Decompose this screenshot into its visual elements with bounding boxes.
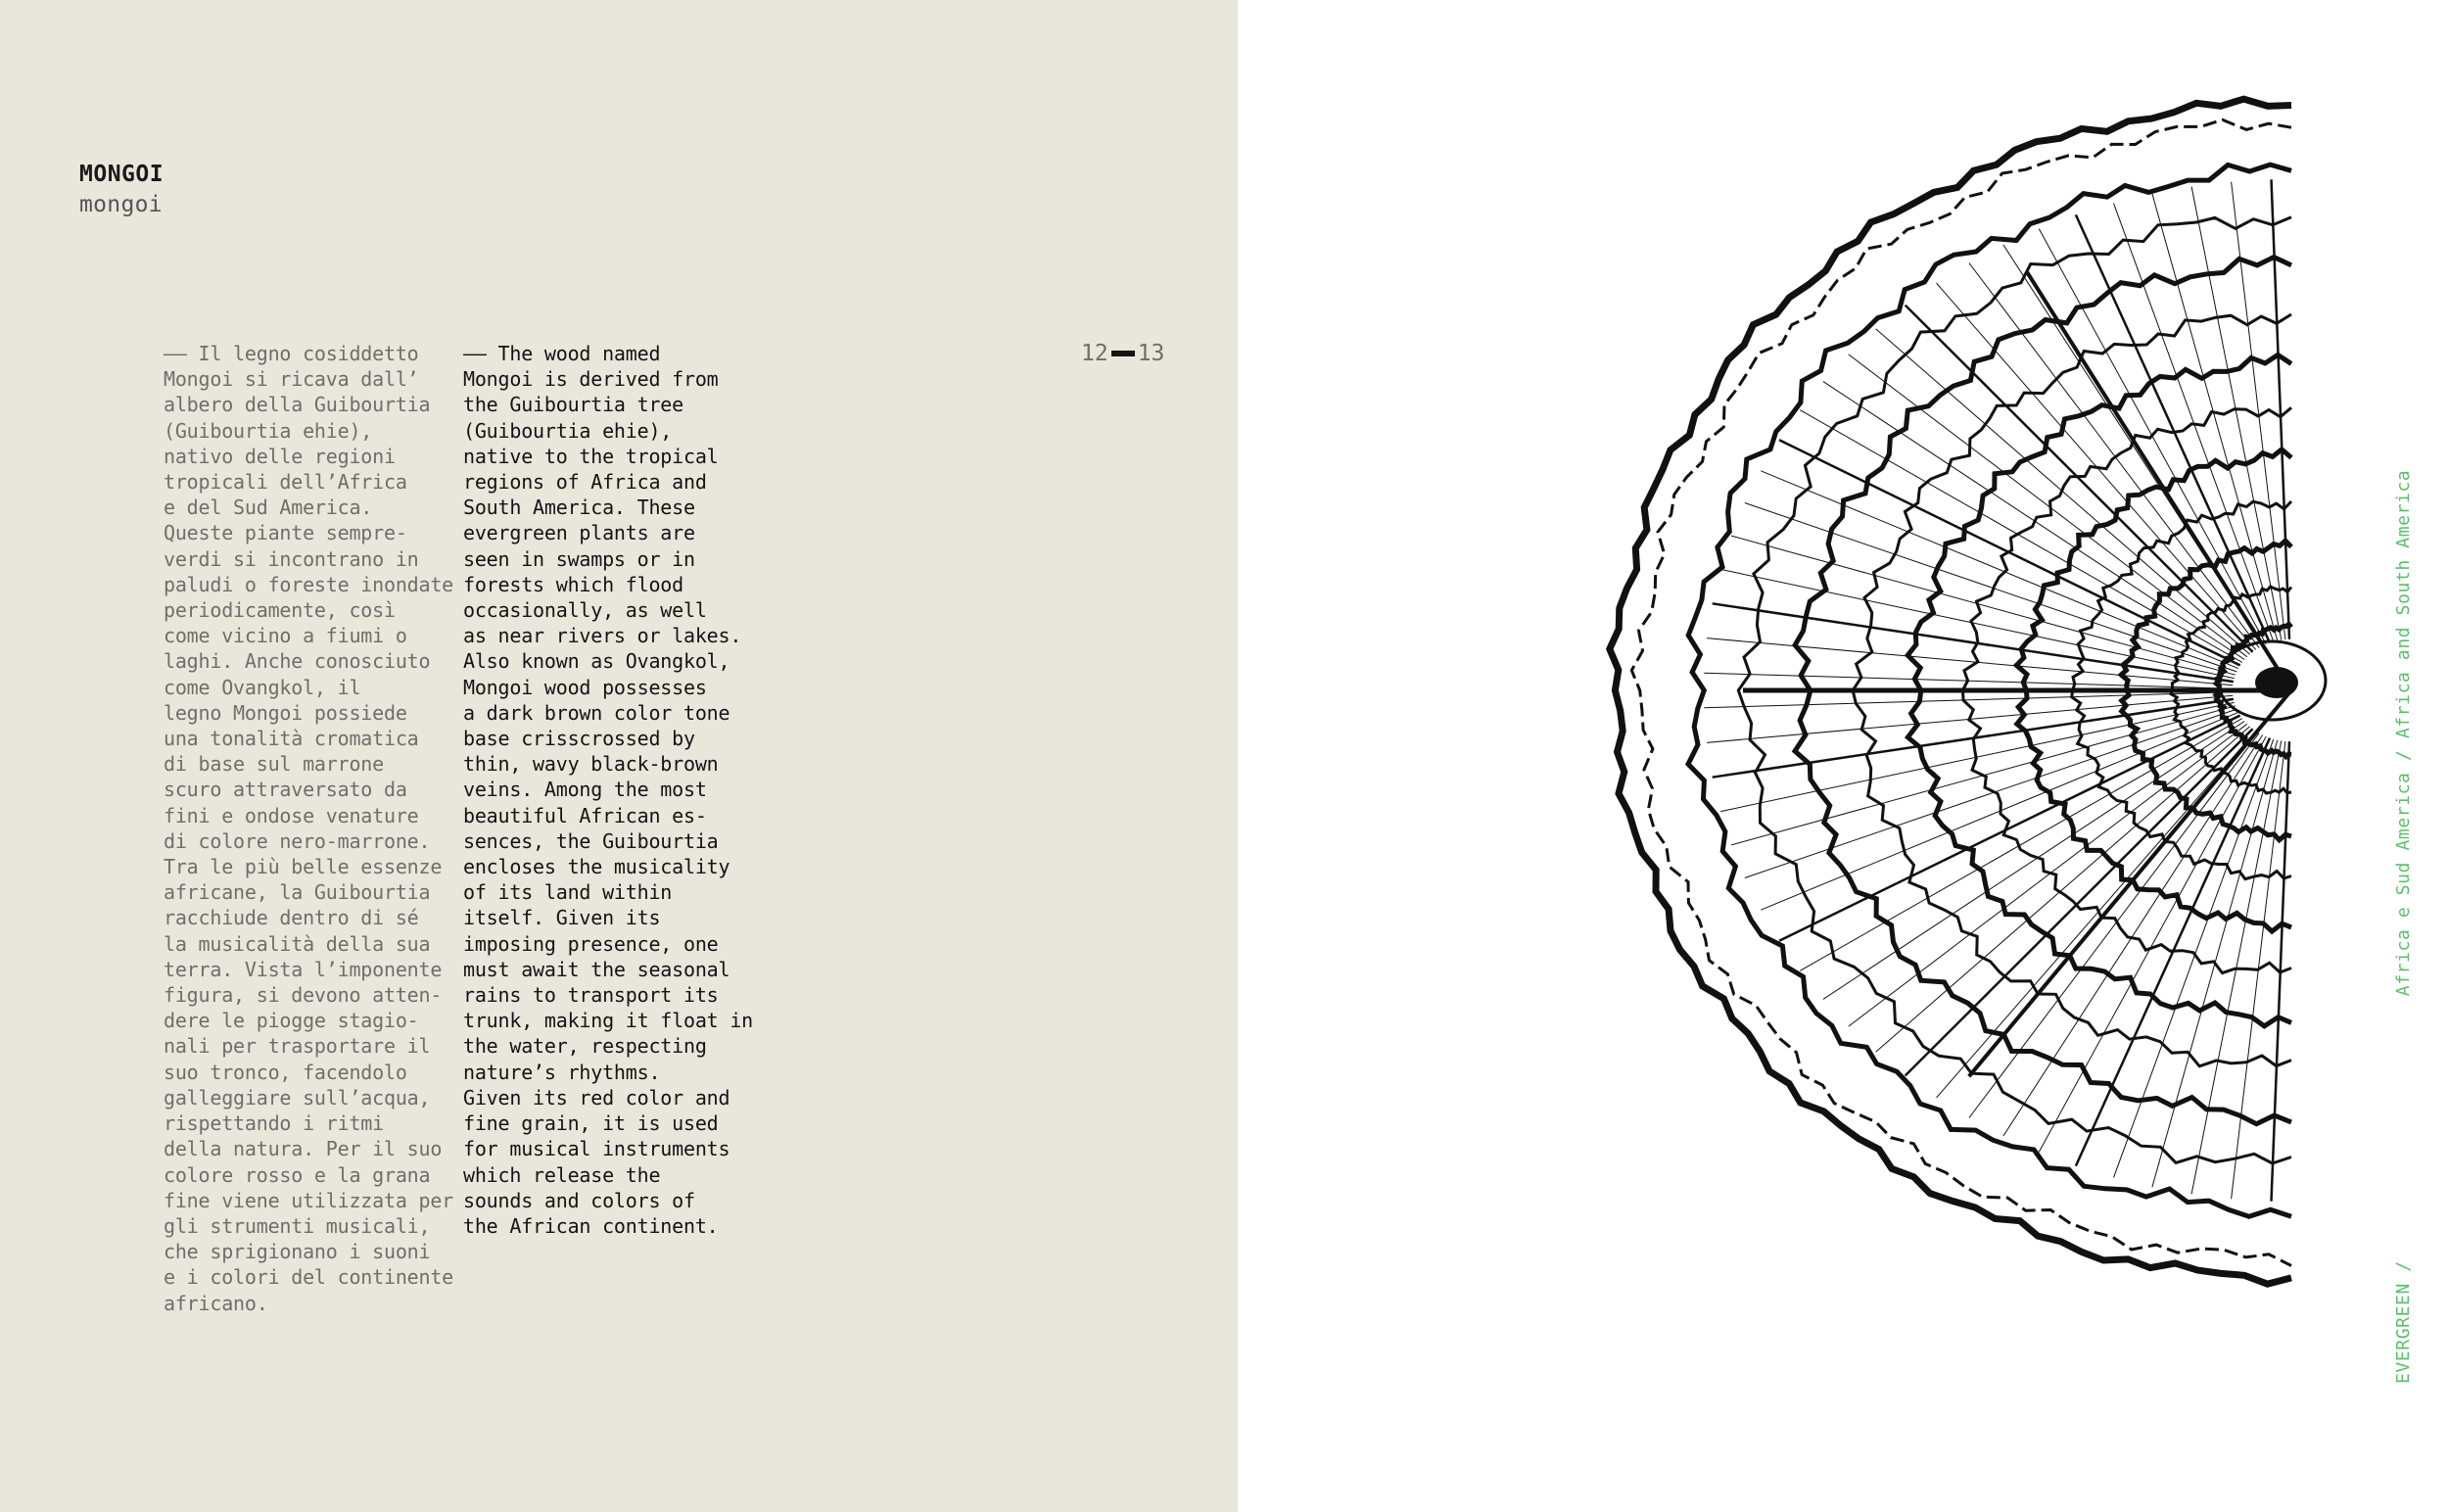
page-title: MONGOI bbox=[79, 162, 165, 187]
spine-label bbox=[2393, 470, 2414, 1384]
page-number-left: 12 bbox=[1081, 341, 1108, 366]
spine-region: Africa e Sud America / Africa and South America bbox=[2393, 469, 2414, 997]
spine-category: EVERGREEN / bbox=[2393, 1260, 2414, 1384]
tree-trunk-cross-section-icon bbox=[1606, 83, 2350, 1484]
page-number-right: 13 bbox=[1137, 341, 1165, 366]
page-numbers bbox=[1081, 341, 1164, 366]
english-text-column: –– The wood named Mongoi is derived from the Guibourtia tree (Guibourtia ehie), native to the tropical regions of Africa and South America. These evergreen plants are seen in swamps or in forests which flood occasionally, as well as near rivers or lakes. Also known as Ovangkol, Mongoi wood possesses a dark brown color tone base crisscrossed by thin, wavy black-brown veins. Among the most beautiful African es- sences, the Guibourtia encloses the musicality of its land within itself. Given its imposing presence, one must await the seasonal rains to transport its trunk, making it float in the water, respecting nature’s rhythms. Given its red color and fine grain, it is used for musical instruments which release the sounds and colors of the African continent. bbox=[463, 342, 754, 1238]
page-subtitle: mongoi bbox=[79, 192, 163, 217]
italian-text-column: –– Il legno cosiddetto Mongoi si ricava dall’ albero della Guibourtia (Guibourtia ehie), nativo delle regioni tropicali dell’Africa e del Sud America. Queste piante sempre- verdi si incontrano in paludi o foreste inondate periodicamente, così come vicino a fiumi o laghi. Anche conosciuto come Ovangkol, il legno Mongoi possiede una tonalità cromatica di base sul marrone scuro attraversato da fini e ondose venature di colore nero-marrone. Tra le più belle essenze africane, la Guibourtia racchiude dentro di sé la musicalità della sua terra. Vista l’imponente figura, si devono atten- dere le piogge stagio- nali per trasportare il suo tronco, facendolo galleggiare sull’acqua, rispettando i ritmi della natura. Per il suo colore rosso e la grana fine viene utilizzata per gli strumenti musicali, che sprigionano i suoni e i colori del continente africano. bbox=[164, 342, 454, 1315]
page-number-dash bbox=[1111, 351, 1135, 356]
